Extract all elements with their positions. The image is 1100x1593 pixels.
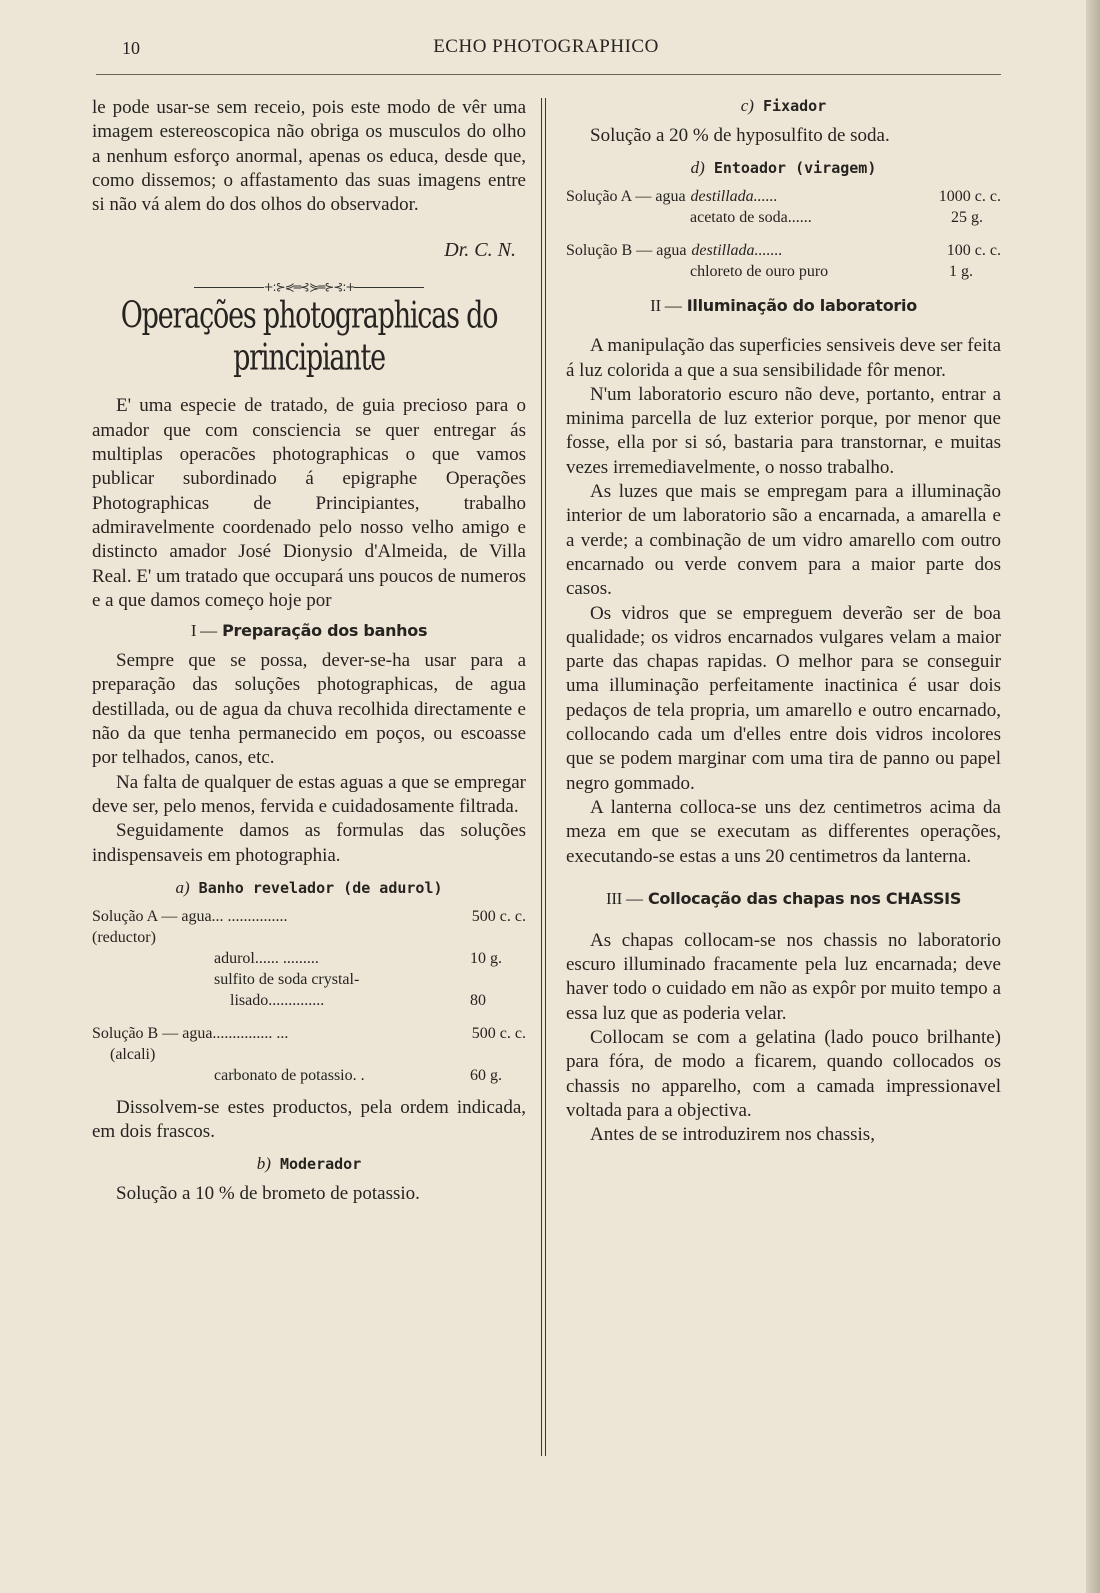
formula-table [92, 906, 526, 1086]
article-paragraph: Dissolvem-se estes productos, pela ordem indicada, em dois frascos. [92, 1096, 526, 1143]
formula-row: acetato de soda...... 25 g. [690, 209, 983, 227]
formula-row: Solução B — agua destillada....... 100 c. c. [566, 242, 1001, 260]
subsection-heading [566, 158, 1001, 178]
subsection-title: Entoador (viragem) [713, 159, 877, 178]
intro-paragraph: le pode usar-se sem receio, pois este modo de vêr uma imagem estereoscopica não obriga os musculos do olho a nenhum esforço anormal, apenas os educa, desde que, como dissemos; o affastamento das suas imagens entre si não vá alem do dos olhos do observador. [92, 97, 526, 216]
article-paragraph: Os vidros que se empreguem deverão ser de boa qualidade; os vidros encarnados vulgares velam a maior parte das chapas rapidas. O melhor para se conseguir uma illuminação perfeitamente inactinica é usar dois pedaços de tela propria, um amarello e outro encarnado, collocando cada um d'elles entre dois vidros incolores que se podem marginar com uma tira de panno ou papel negro gommado. [566, 602, 1001, 794]
formula-row: carbonato de potassio. . 60 g. [214, 1066, 502, 1084]
left-column [92, 96, 526, 1207]
formula-row: chloreto de ouro puro 1 g. [690, 263, 973, 281]
subsection-letter: d) [690, 158, 705, 178]
subsection-letter: c) [740, 96, 754, 115]
section-number: III — [605, 888, 643, 908]
article-paragraph: Seguidamente damos as formulas das soluções indispensaveis em photographia. [92, 820, 526, 866]
section-title: Illuminação do laboratorio [686, 296, 917, 316]
article-paragraph: E' uma especie de tratado, de guia precioso para o amador que com consciencia se quer entregar ás multiplas operacões photographicas o que vamos publicar subordinado á epigraphe Operações Photographicas de Principiantes, trabalho admiravelmente coordenado pelo nosso velho amigo e distincto amador José Dionysio d'Almeida, de Villa Real. E' um tratado que occupará uns poucos de numeros e a que damos começo hoje por [92, 395, 526, 611]
subsection-letter: b) [256, 1154, 271, 1174]
subsection-heading [92, 1154, 526, 1174]
section-title: Collocação das chapas nos CHASSIS [647, 888, 962, 908]
article-paragraph: Solução a 10 % de brometo de potassio. [116, 1183, 420, 1205]
article-paragraph: As chapas collocam-se nos chassis no laboratorio escuro illuminado fracamente pela luz encarnada; deve haver todo o cuidado em não as expôr por muito tempo a essa luz que as poderia velar. [566, 929, 1001, 1024]
formula-row: Solução A — agua destillada...... 1000 c. c. [566, 188, 1001, 206]
page-header [96, 36, 996, 66]
formula-row: adurol...... ......... 10 g. [214, 949, 502, 967]
section-heading [92, 621, 526, 641]
article-title: Operações photographicas do principiante [120, 295, 498, 380]
formula-row: Solução B — agua ............... ... 500 c. c. [92, 1024, 526, 1042]
formula-table [566, 186, 1001, 282]
subsection-title: Fixador [763, 97, 827, 115]
article-paragraph: Na falta de qualquer de estas aguas a que se empregar deve ser, pelo menos, fervida e cuidadosamente filtrada. [92, 771, 526, 817]
section-number: II — [650, 296, 682, 316]
subsection-title: Banho revelador (de adurol) [198, 878, 443, 897]
article-paragraph: Antes de se introduzirem nos chassis, [590, 1124, 875, 1146]
section-heading [566, 296, 1001, 316]
page-number: 10 [122, 38, 140, 58]
formula-row: sulfito de soda crystal- [214, 970, 360, 988]
article-paragraph: A manipulação das superficies sensiveis deve ser feita á luz colorida a que a sua sensibilidade fôr menor. [566, 335, 1001, 381]
article-paragraph: N'um laboratorio escuro não deve, portanto, entrar a minima parcella de luz exterior porque, por menor que fosse, ella por si só, bastaria para transtornar, e muitas vezes irremediavelmente, o nosso trabalho. [566, 383, 1001, 478]
header-rule [96, 74, 1001, 75]
article-paragraph: Solução a 20 % de hyposulfito de soda. [590, 125, 890, 146]
article-paragraph: As luzes que mais se empregam para a illuminação interior de um laboratorio são a encarnada, a amarella e a verde; a combinação de um vidro amarello com outro encarnado ou verde convem para a maior parte dos casos. [566, 481, 1001, 600]
section-title: Preparação dos banhos [222, 621, 428, 641]
article-paragraph: A lanterna colloca-se uns dez centimetros acima da meza em que se executam as differentes operações, executando-se estas a uns 20 centimetros da lanterna. [566, 796, 1001, 867]
subsection-heading [92, 878, 526, 898]
running-title: ECHO PHOTOGRAPHICO [433, 36, 659, 57]
column-divider [541, 98, 546, 1456]
subsection-title: Moderador [279, 1155, 362, 1174]
page-edge [1086, 0, 1100, 1593]
section-heading [566, 889, 1001, 909]
subsection-heading [566, 96, 1001, 116]
formula-row: Solução A — agua ... ............... 500 c. c. [92, 907, 526, 925]
author-signature: Dr. C. N. [444, 239, 516, 262]
article-paragraph: Sempre que se possa, dever-se-ha usar para a preparação das soluções photographicas, de agua destillada, ou de agua da chuva recolhida directamente e não da que tenha permanecido em poços, ou escoasse por telhados, canos, etc. [92, 650, 526, 769]
article-paragraph: Collocam se com a gelatina (lado pouco brilhante) para fóra, de modo a ficarem, quando collocados os chassis no apparelho, com a camada impressionavel voltada para a objectiva. [566, 1027, 1001, 1121]
ornament-divider: +:⊱⋞═⊰⋟═⊱⊰:+ [92, 280, 526, 294]
section-number: I — [190, 621, 217, 641]
right-column [566, 96, 1001, 1148]
formula-row: lisado.............. 80 [230, 991, 486, 1009]
formula-note: (alcali) [110, 1045, 156, 1063]
subsection-letter: a) [175, 877, 190, 897]
formula-note: (reductor) [92, 928, 156, 946]
